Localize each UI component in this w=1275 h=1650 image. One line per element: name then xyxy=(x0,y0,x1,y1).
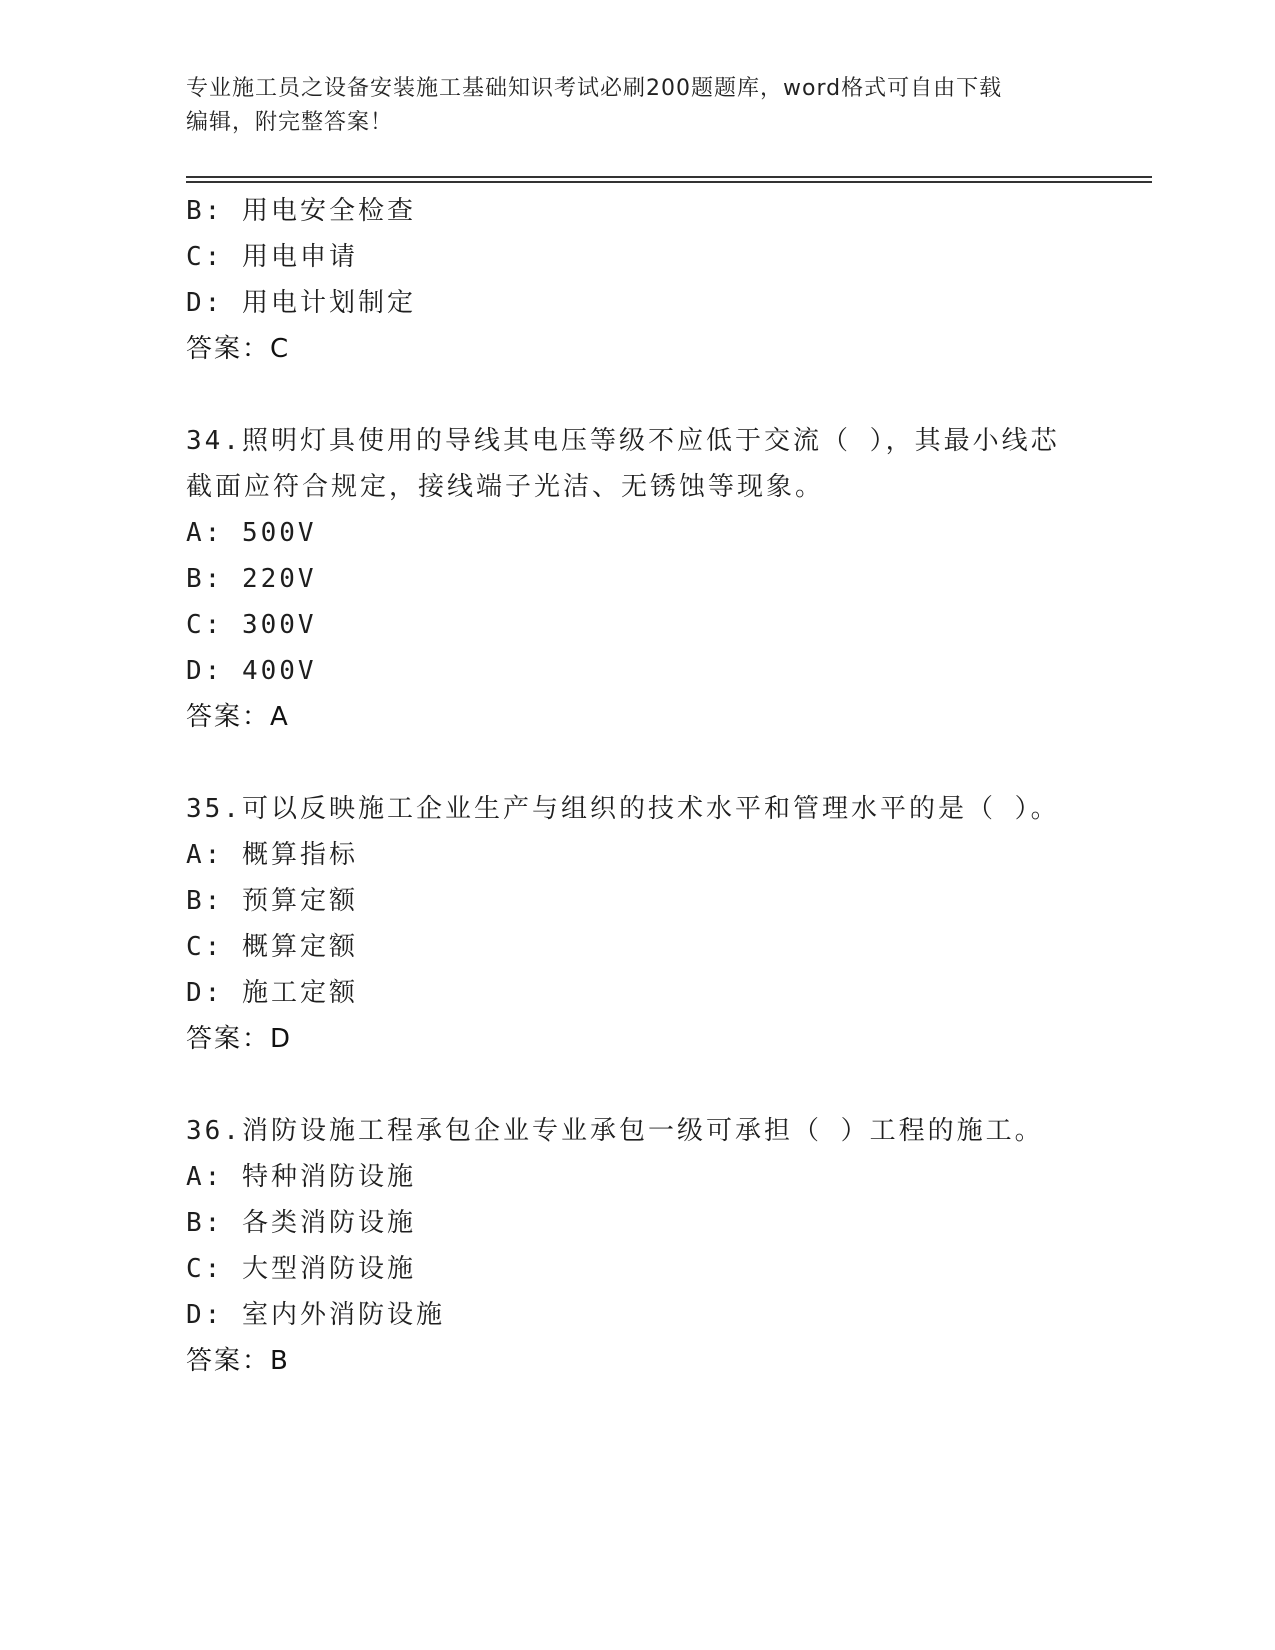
question-body: 消防设施工程承包企业专业承包一级可承担（ ）工程的施工。 xyxy=(241,1116,1044,1146)
option-text: 400V xyxy=(241,656,317,686)
option-text: 220V xyxy=(241,564,317,594)
option-text: 概算指标 xyxy=(241,840,358,870)
option-text: 用电计划制定 xyxy=(241,288,416,318)
option-label: D: xyxy=(186,656,224,686)
option-b xyxy=(186,556,1086,602)
option-c xyxy=(186,924,1086,970)
option-c xyxy=(186,234,1086,280)
option-label: C: xyxy=(186,242,224,272)
option-label: D: xyxy=(186,978,224,1008)
header-divider-top xyxy=(186,176,1152,178)
option-label: A: xyxy=(186,840,224,870)
option-d xyxy=(186,970,1086,1016)
option-d xyxy=(186,1292,1086,1338)
spacer xyxy=(186,372,1086,418)
answer: 答案：D xyxy=(186,1024,293,1054)
answer: 答案：A xyxy=(186,702,290,732)
question-36 xyxy=(186,1108,1086,1384)
option-label: D: xyxy=(186,288,224,318)
option-label: D: xyxy=(186,1300,224,1330)
header-title-line-2: 编辑，附完整答案！ xyxy=(186,110,394,135)
option-text: 用电安全检查 xyxy=(241,196,416,226)
option-label: B: xyxy=(186,1208,224,1238)
question-fragment xyxy=(186,188,1086,372)
option-label: B: xyxy=(186,564,224,594)
option-label: A: xyxy=(186,1162,224,1192)
question-34 xyxy=(186,418,1086,740)
option-b xyxy=(186,1200,1086,1246)
header-divider-bottom xyxy=(186,181,1152,183)
question-35 xyxy=(186,786,1086,1062)
option-label: C: xyxy=(186,610,224,640)
option-c xyxy=(186,1246,1086,1292)
answer: 答案：C xyxy=(186,334,291,364)
question-body: 可以反映施工企业生产与组织的技术水平和管理水平的是（ ）。 xyxy=(241,794,1060,824)
option-text: 用电申请 xyxy=(241,242,358,272)
header-title-line-1: 专业施工员之设备安装施工基础知识考试必刷200题题库，word格式可自由下载 xyxy=(186,76,1003,101)
option-text: 施工定额 xyxy=(241,978,358,1008)
option-label: C: xyxy=(186,1254,224,1284)
question-number: 36. xyxy=(186,1116,242,1146)
question-text xyxy=(186,1108,1066,1154)
option-label: C: xyxy=(186,932,224,962)
option-d xyxy=(186,280,1086,326)
answer: 答案：B xyxy=(186,1346,290,1376)
option-label: A: xyxy=(186,518,224,548)
option-text: 特种消防设施 xyxy=(241,1162,416,1192)
question-text xyxy=(186,786,1066,832)
option-b xyxy=(186,188,1086,234)
question-text xyxy=(186,418,1066,510)
option-a xyxy=(186,1154,1086,1200)
option-text: 大型消防设施 xyxy=(241,1254,416,1284)
question-number: 35. xyxy=(186,794,242,824)
question-number: 34. xyxy=(186,426,242,456)
option-text: 500V xyxy=(241,518,317,548)
option-d xyxy=(186,648,1086,694)
option-b xyxy=(186,878,1086,924)
option-text: 概算定额 xyxy=(241,932,358,962)
option-text: 各类消防设施 xyxy=(241,1208,416,1238)
spacer xyxy=(186,740,1086,786)
option-label: B: xyxy=(186,196,224,226)
option-a xyxy=(186,832,1086,878)
document-header xyxy=(186,72,1066,140)
spacer xyxy=(186,1062,1086,1108)
question-list xyxy=(186,188,1086,1384)
question-body: 照明灯具使用的导线其电压等级不应低于交流（ ），其最小线芯截面应符合规定，接线端子光洁、无锈蚀等现象。 xyxy=(186,426,1060,502)
option-label: B: xyxy=(186,886,224,916)
option-text: 室内外消防设施 xyxy=(241,1300,445,1330)
option-text: 预算定额 xyxy=(241,886,358,916)
option-a xyxy=(186,510,1086,556)
option-text: 300V xyxy=(241,610,317,640)
option-c xyxy=(186,602,1086,648)
